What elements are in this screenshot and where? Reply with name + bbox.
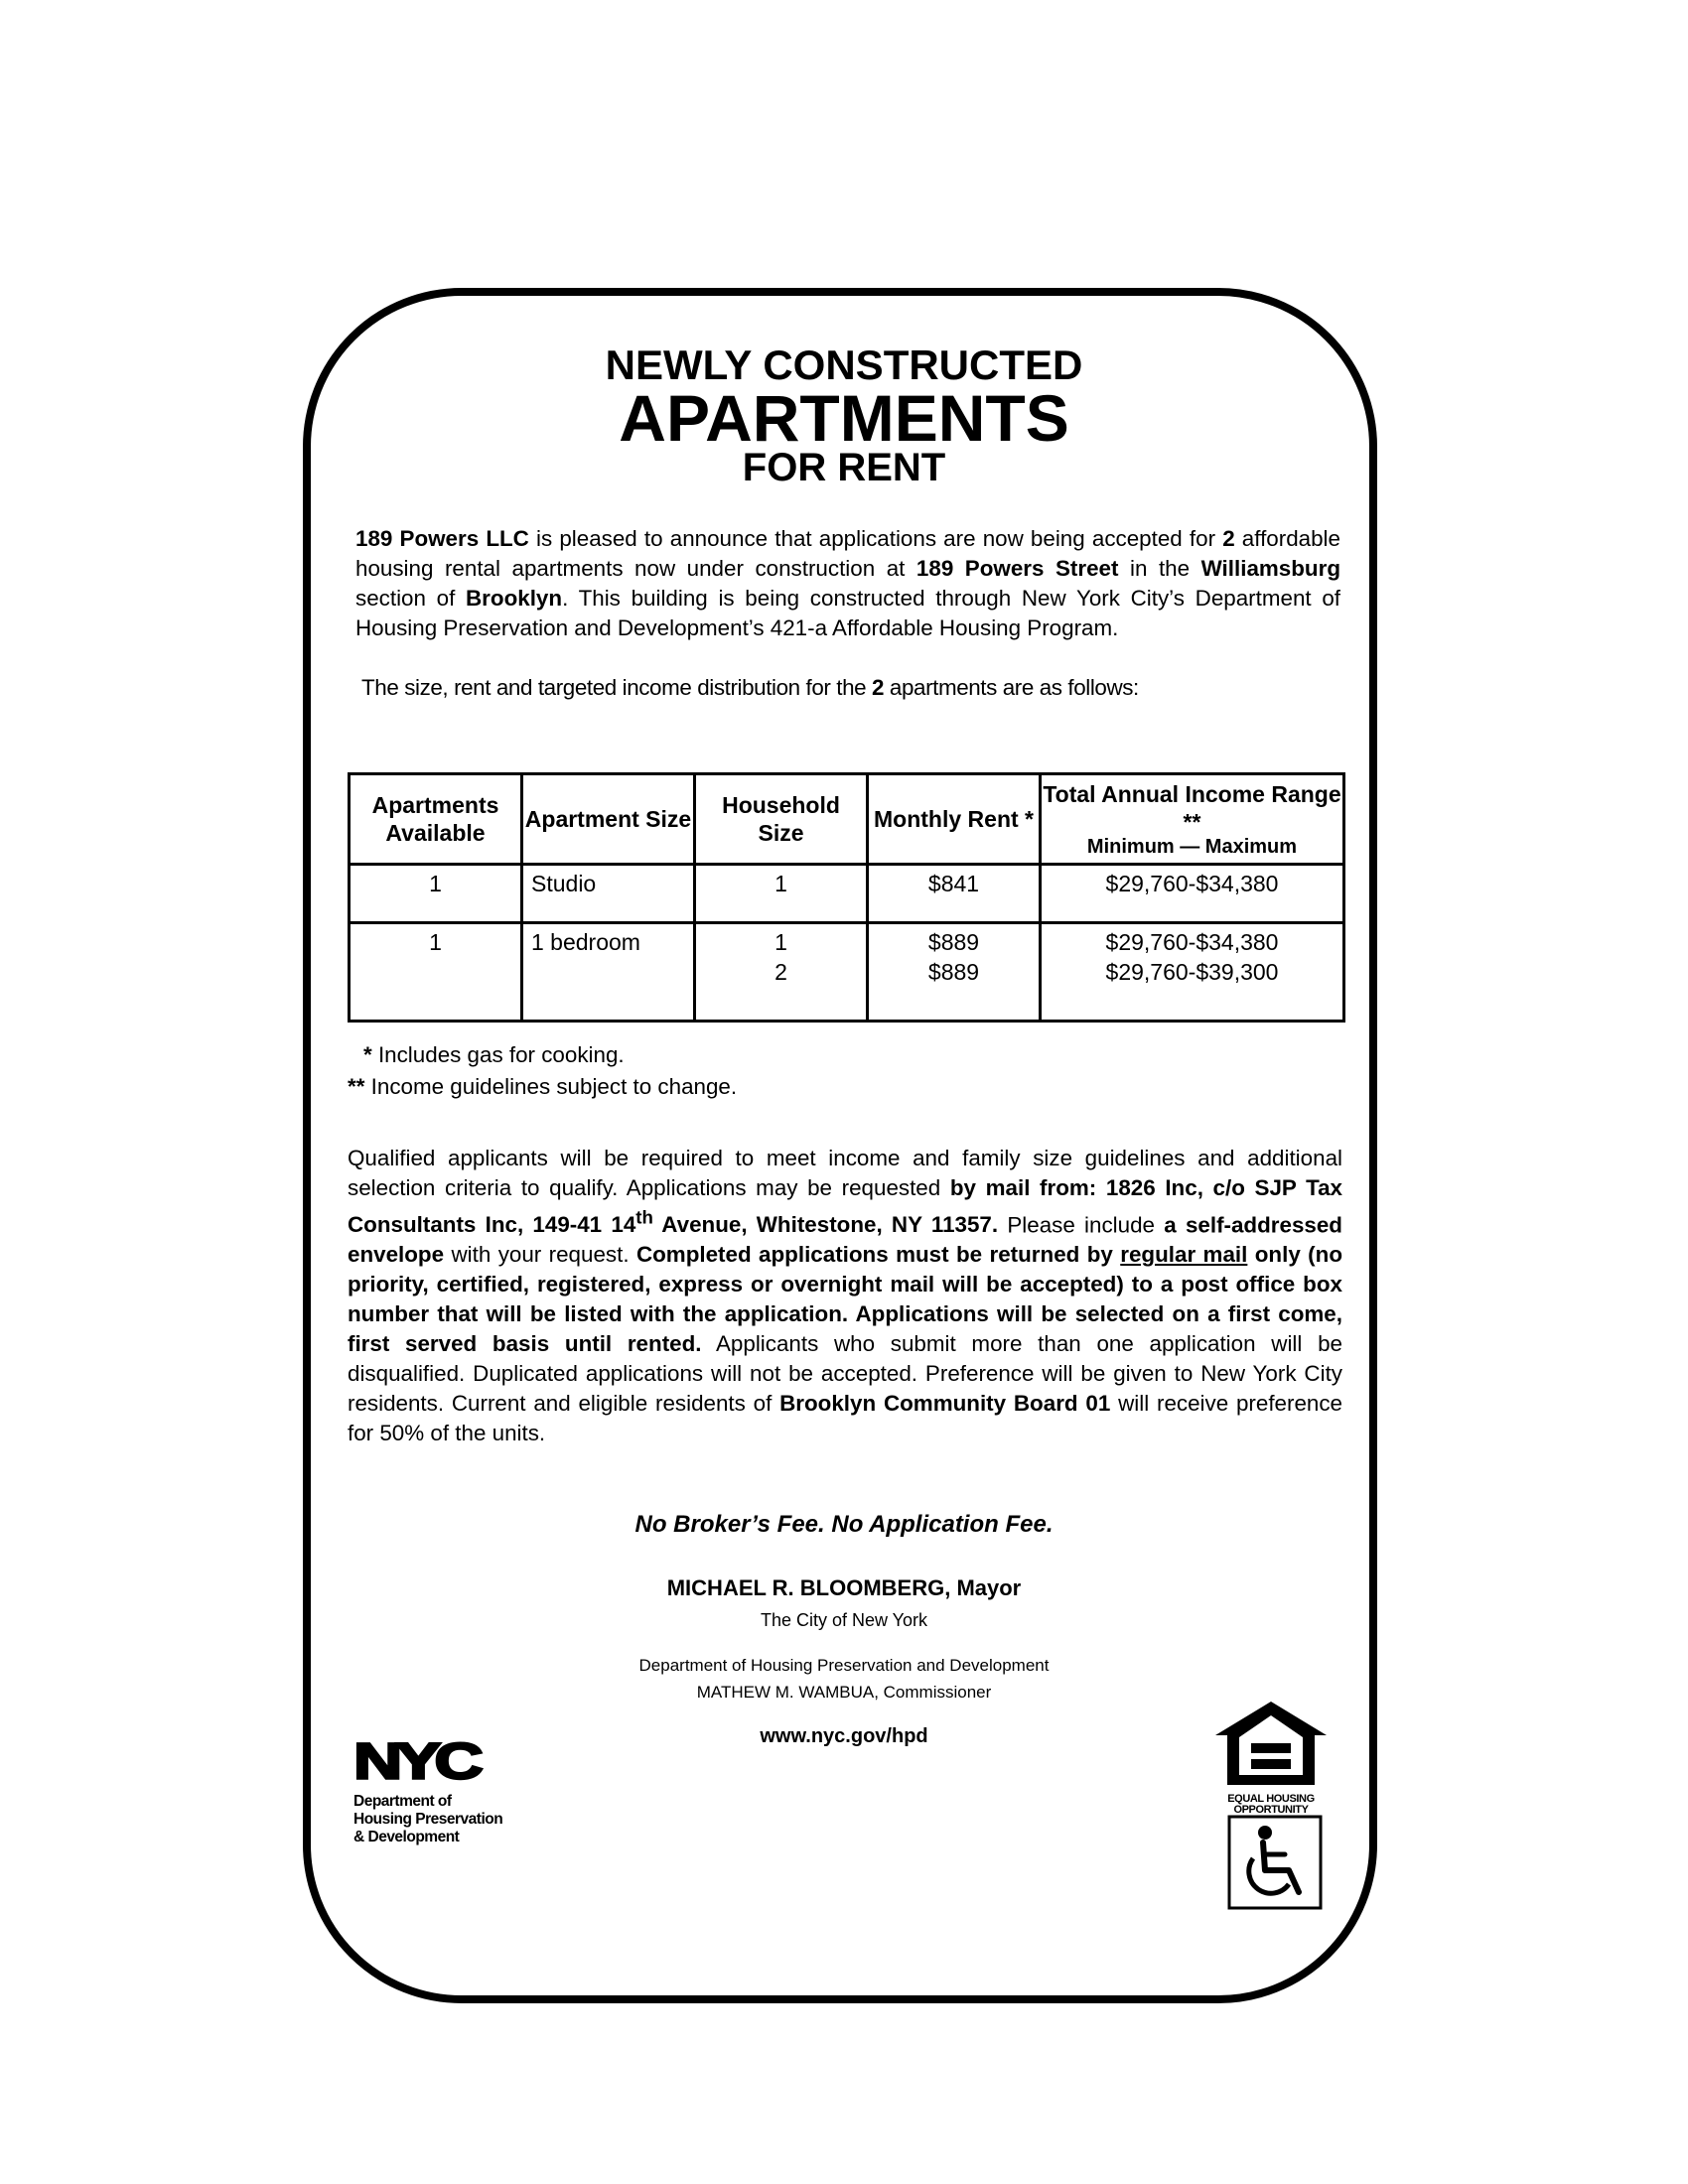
table-row: 1 Studio 1 $841 $29,760-$34,380	[350, 865, 1344, 923]
department-name: Department of Housing Preservation and Development	[638, 1656, 1050, 1675]
table-row: 1 1 bedroom 1 2 $889 $889 $29,760-$34,380 $29,760-$39,300	[350, 923, 1344, 1022]
equal-housing-icon	[1211, 1698, 1331, 1789]
nyc-logo	[353, 1741, 512, 1796]
table-header-row	[350, 774, 1344, 865]
application-instructions: Qualified applicants will be required to meet income and family size guidelines and additional selection criteria to qualify. Applications may be requested by mail from: 1826 Inc, c/o SJP Tax Consultants Inc, 149-41 14th Avenue, Whitestone, NY 11357. Please include a self-addressed envelope with your request. Completed applications must be returned by regular mail only (no priority, certified, registered, express or overnight mail will be accepted) to a post office box number that will be listed with the application. Applications will be selected on a first come, first served basis until rented. Applicants who submit more than one application will be disqualified. Duplicated applications will not be accepted. Preference will be given to New York City residents. Current and eligible residents of Brooklyn Community Board 01 will receive preference for 50% of the units.	[348, 1146, 1343, 1446]
apartment-table	[348, 772, 1345, 1023]
mayor-name: MICHAEL R. BLOOMBERG, Mayor	[666, 1575, 1022, 1600]
footnote-gas: * Includes gas for cooking.	[363, 1042, 625, 1067]
svg-text:NYC: NYC	[353, 1741, 478, 1790]
developer-name: 189 Powers LLC	[355, 526, 529, 551]
header-income-range: Total Annual Income Range ** Minimum — Maximum	[1041, 774, 1344, 865]
community-board: Brooklyn Community Board 01	[779, 1391, 1111, 1417]
nyc-logo-subtitle: Department of Housing Preservation & Development	[353, 1793, 503, 1845]
heading-newly-constructed: NEWLY CONSTRUCTED	[605, 341, 1083, 388]
wheelchair-icon	[1227, 1815, 1323, 1915]
size-distribution-line: The size, rent and targeted income distribution for the 2 apartments are as follows:	[361, 675, 1139, 700]
header-apartment-size: Apartment Size	[522, 774, 695, 865]
heading-apartments: APARTMENTS	[619, 381, 1069, 455]
city-name: The City of New York	[760, 1610, 928, 1630]
no-fees-notice: No Broker’s Fee. No Application Fee.	[634, 1511, 1054, 1538]
equal-housing-logo: EQUAL HOUSING OPPORTUNITY	[1211, 1698, 1331, 1816]
footnote-income: ** Income guidelines subject to change.	[348, 1074, 738, 1099]
hpd-website-link[interactable]: www.nyc.gov/hpd	[760, 1725, 928, 1747]
heading-for-rent: FOR RENT	[742, 446, 946, 489]
mailing-address: by mail from: 1826 Inc, c/o SJP Tax Consultants Inc, 149-41 14th Avenue, Whitestone, NY 11357.	[348, 1175, 1342, 1238]
building-address: 189 Powers Street	[915, 556, 1119, 581]
header-apartments-available: Apartments Available	[350, 774, 522, 865]
header-household-size: Household Size	[695, 774, 868, 865]
header-monthly-rent: Monthly Rent *	[868, 774, 1041, 865]
commissioner-name: MATHEW M. WAMBUA, Commissioner	[696, 1683, 992, 1702]
intro-paragraph: 189 Powers LLC is pleased to announce that applications are now being accepted for 2 affordable housing rental apartments now under construction at 189 Powers Street in the Williamsburg section of Brooklyn. This building is being constructed through New York City’s Department of Housing Preservation and Development’s 421-a Affordable Housing Program.	[355, 526, 1341, 640]
